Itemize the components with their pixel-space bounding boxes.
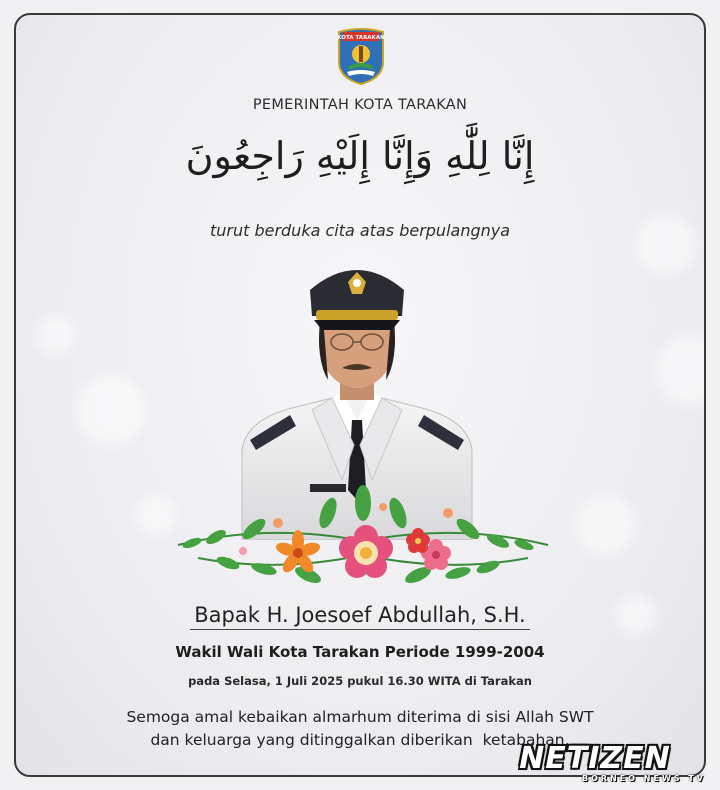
death-datetime: pada Selasa, 1 Juli 2025 pukul 16.30 WITA di Tarakan [188, 674, 532, 688]
prayer-line-1: Semoga amal kebaikan almarhum diterima di sisi Allah SWT [126, 708, 594, 726]
deceased-name-text: Bapak H. Joesoef Abdullah, S.H. [190, 603, 529, 630]
netizen-watermark-logo [472, 741, 718, 787]
bokeh-light [76, 375, 146, 445]
deceased-position: Wakil Wali Kota Tarakan Periode 1999-2004 [175, 643, 545, 661]
flower-arrangement [168, 483, 558, 593]
svg-text:KOTA TARAKAN: KOTA TARAKAN [337, 35, 385, 41]
bokeh-light [656, 335, 706, 405]
government-title: PEMERINTAH KOTA TARAKAN [252, 97, 468, 113]
prayer-line-2: dan keluarga yang ditinggalkan diberikan ketabahan. [150, 731, 570, 749]
deceased-name [0, 603, 720, 627]
arabic-phrase: إِنَّا لِلَّٰهِ وَإِنَّا إِلَيْهِ رَاجِعُونَ [185, 134, 535, 178]
bokeh-light [36, 315, 76, 355]
city-emblem-logo [335, 24, 387, 86]
condolence-line: turut berduka cita atas berpulangnya [209, 221, 511, 240]
watermark-brand: NETIZEN [519, 741, 671, 776]
watermark-sub: BORNEO NEWS TV [582, 774, 706, 783]
bokeh-light [576, 495, 636, 555]
